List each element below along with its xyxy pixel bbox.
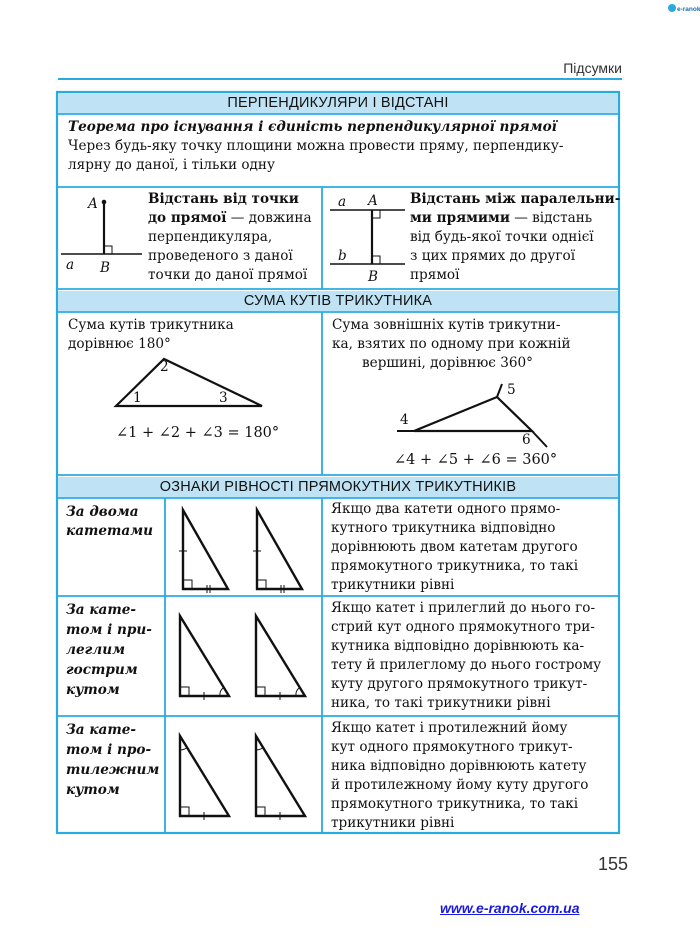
exterior-angle-label-5: 5 bbox=[507, 382, 516, 398]
publisher-logo bbox=[667, 1, 700, 15]
term-point-line-1: Відстань від точки bbox=[148, 191, 299, 207]
exterior-angle-label-6: 6 bbox=[522, 432, 531, 448]
criterion-2-name-1: За кате- bbox=[66, 602, 137, 618]
label-point-A: A bbox=[88, 196, 98, 212]
criterion-3-text-4: й протилежному йому куту другого bbox=[331, 777, 589, 793]
criterion-1-name-2: катетами bbox=[66, 523, 154, 539]
criterion-2-name-5: кутом bbox=[66, 682, 120, 698]
interior-angle-label-3: 3 bbox=[219, 390, 228, 406]
website-link[interactable]: www.e-ranok.com.ua bbox=[440, 900, 580, 916]
criterion-2-name-3: леглим bbox=[66, 642, 126, 658]
desc-parallel-2: від будь-якої точки однієї bbox=[410, 229, 594, 245]
criterion-2-text-3: кутника відповідно дорівнюють ка- bbox=[331, 638, 585, 654]
interior-angle-label-2: 2 bbox=[160, 359, 169, 375]
label-point-B-parallel: B bbox=[368, 269, 378, 285]
criterion-3-diagram bbox=[56, 91, 620, 834]
desc-parallel-1: — відстань bbox=[509, 210, 593, 226]
criterion-3-text-2: кут одного прямокутного трикут- bbox=[331, 739, 573, 755]
interior-text-1: Сума кутів трикутника bbox=[68, 317, 234, 333]
interior-text-2: дорівнює 180° bbox=[68, 336, 171, 352]
exterior-text-2: ка, взятих по одному при кожній bbox=[332, 336, 571, 352]
desc-point-line-2: перпендикуляра, bbox=[148, 229, 273, 245]
logo-text: e-ranok bbox=[677, 6, 700, 13]
criterion-1-text-2: кутного трикутника відповідно bbox=[331, 520, 556, 536]
section-label: Підсумки bbox=[563, 60, 622, 76]
interior-angle-label-1: 1 bbox=[133, 390, 142, 406]
criterion-2-text-1: Якщо катет і прилеглий до нього го- bbox=[331, 600, 596, 616]
criterion-2-text-4: тету й прилеглому до нього гострому bbox=[331, 657, 602, 673]
exterior-text-3: вершині, дорівнює 360° bbox=[362, 355, 533, 371]
criterion-1-text-4: прямокутного трикутника, то такі bbox=[331, 558, 579, 574]
theorem-line-2: лярну до даної, і тільки одну bbox=[68, 157, 275, 173]
criterion-2-name-2: том і при- bbox=[66, 622, 152, 638]
interior-formula: ∠1 + ∠2 + ∠3 = 180° bbox=[116, 425, 280, 441]
desc-parallel-3: з цих прямих до другої bbox=[410, 248, 576, 264]
criterion-1-name-1: За двома bbox=[66, 504, 139, 520]
term-point-line-2: до прямої bbox=[148, 210, 227, 226]
criterion-2-name-4: гострим bbox=[66, 662, 138, 678]
criterion-1-text-3: дорівнюють двом катетам другого bbox=[331, 539, 578, 555]
criterion-3-text-6: трикутники рівні bbox=[331, 815, 455, 831]
desc-parallel-4: прямої bbox=[410, 267, 460, 283]
term-parallel-2: ми прямими bbox=[410, 210, 510, 226]
exterior-angle-label-4: 4 bbox=[400, 412, 409, 428]
criterion-3-name-4: кутом bbox=[66, 782, 120, 798]
criterion-3-text-5: прямокутного трикутника, то такі bbox=[331, 796, 579, 812]
page-number: 155 bbox=[598, 854, 629, 874]
theorem-title: Теорема про існування і єдиність перпендикулярної прямої bbox=[68, 119, 557, 135]
label-point-B: B bbox=[100, 260, 110, 276]
section-title-right-triangles: ОЗНАКИ РІВНОСТІ ПРЯМОКУТНИХ ТРИКУТНИКІВ bbox=[58, 477, 618, 497]
term-parallel-1: Відстань між паралельни- bbox=[410, 191, 621, 207]
summary-table bbox=[56, 91, 620, 834]
label-line-a-parallel: a bbox=[338, 194, 347, 210]
desc-point-line-4: точки до даної прямої bbox=[148, 267, 308, 283]
exterior-text-1: Сума зовнішніх кутів трикутни- bbox=[332, 317, 561, 333]
label-line-a: a bbox=[66, 257, 75, 273]
exterior-formula: ∠4 + ∠5 + ∠6 = 360° bbox=[394, 452, 558, 468]
label-line-b-parallel: b bbox=[338, 248, 347, 264]
criterion-3-name-1: За кате- bbox=[66, 722, 137, 738]
section-title-triangle-angles: СУМА КУТІВ ТРИКУТНИКА bbox=[58, 291, 618, 311]
criterion-3-text-3: ника відповідно дорівнюють катету bbox=[331, 758, 587, 774]
label-point-A-parallel: A bbox=[368, 193, 378, 209]
section-title-perpendiculars: ПЕРПЕНДИКУЛЯРИ І ВІДСТАНІ bbox=[58, 93, 618, 113]
criterion-3-name-3: тилежним bbox=[66, 762, 160, 778]
criterion-3-text-1: Якщо катет і протилежний йому bbox=[331, 720, 568, 736]
criterion-2-text-5: куту другого прямокутного трикут- bbox=[331, 676, 588, 692]
desc-point-line-1: — довжина bbox=[226, 210, 312, 226]
criterion-1-text-1: Якщо два катети одного прямо- bbox=[331, 501, 561, 517]
criterion-1-text-5: трикутники рівні bbox=[331, 577, 455, 593]
criterion-3-name-2: том і про- bbox=[66, 742, 152, 758]
logo-mark-icon bbox=[668, 4, 676, 12]
desc-point-line-3: проведеного з даної bbox=[148, 248, 293, 264]
header-rule bbox=[58, 78, 622, 80]
criterion-2-text-6: ника, то такі трикутники рівні bbox=[331, 695, 551, 711]
criterion-2-text-2: стрий кут одного прямокутного три- bbox=[331, 619, 595, 635]
theorem-line-1: Через будь-яку точку площини можна провести пряму, перпендику- bbox=[68, 138, 564, 154]
